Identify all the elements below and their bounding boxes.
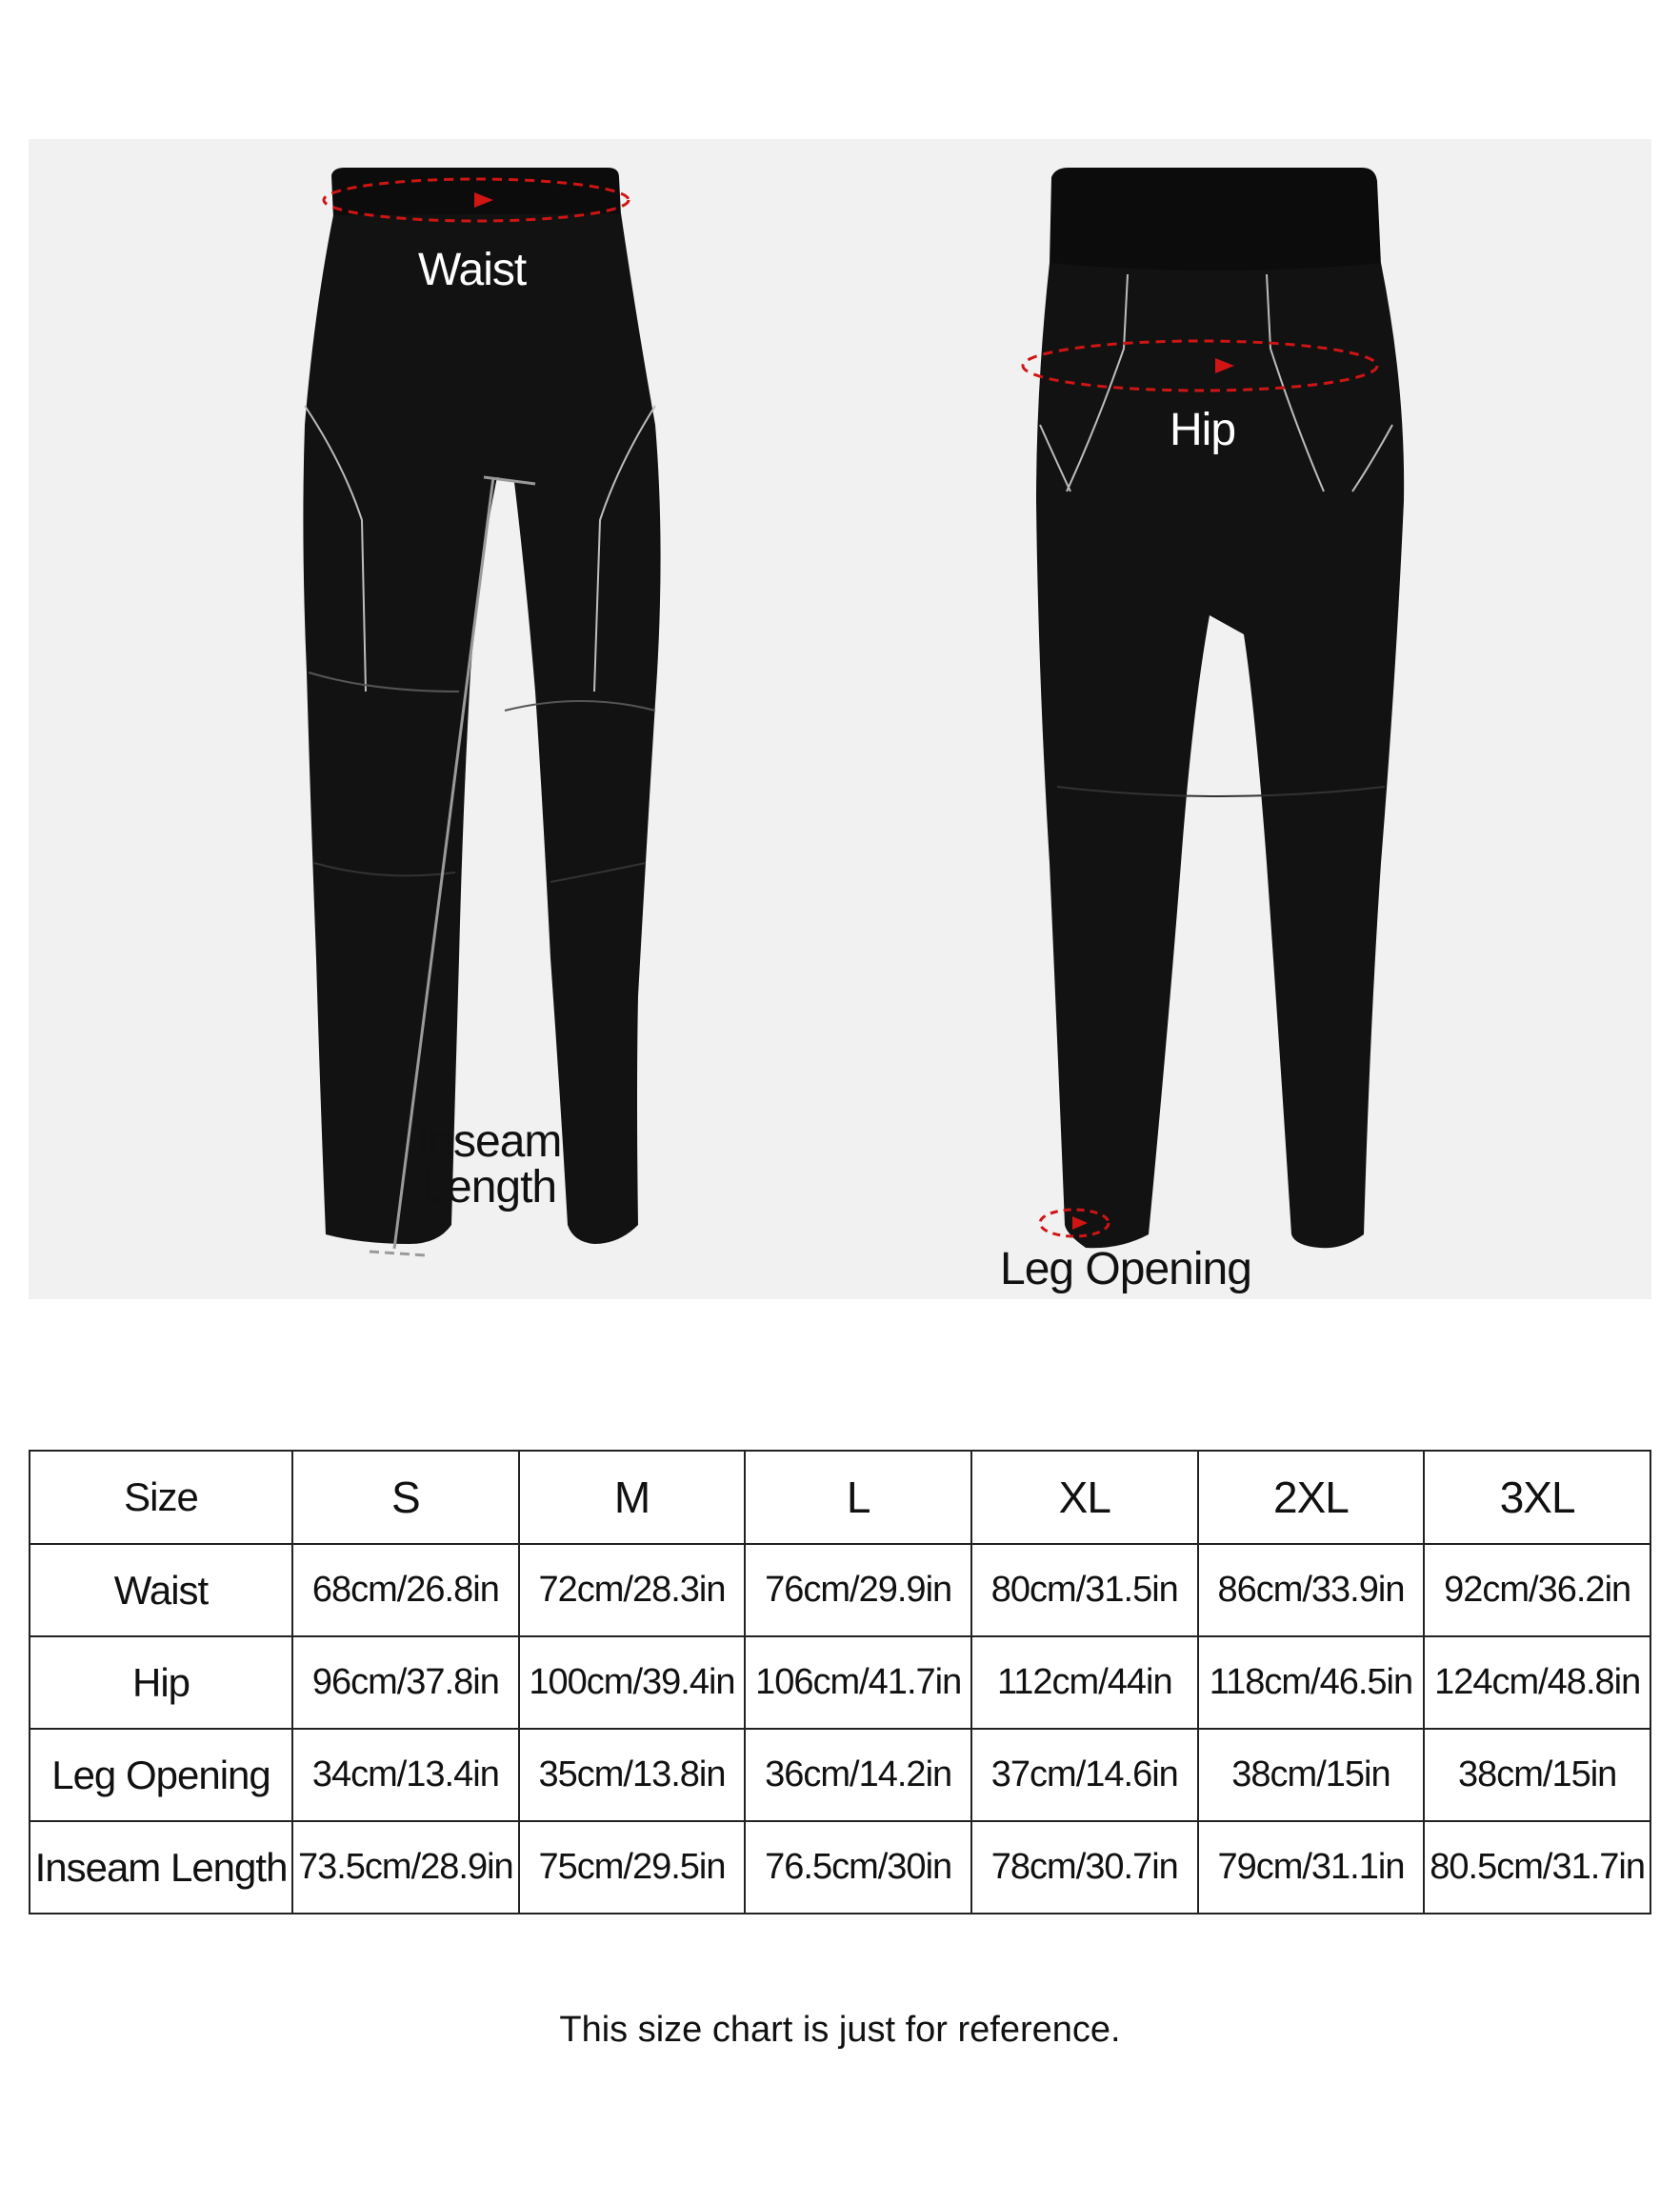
table-cell: 124cm/48.8in <box>1424 1636 1650 1729</box>
table-cell: 92cm/36.2in <box>1424 1544 1650 1636</box>
row-label-waist: Waist <box>30 1544 292 1636</box>
table-cell: 34cm/13.4in <box>292 1729 519 1821</box>
table-cell: 118cm/46.5in <box>1198 1636 1425 1729</box>
table-row <box>30 1636 1650 1729</box>
row-label-leg-opening: Leg Opening <box>30 1729 292 1821</box>
leg-opening-label: Leg Opening <box>1000 1244 1251 1294</box>
table-cell: 76.5cm/30in <box>745 1821 971 1914</box>
front-pants <box>303 168 660 1255</box>
pants-illustration <box>29 139 1651 1299</box>
table-cell: 38cm/15in <box>1424 1729 1650 1821</box>
table-cell: 68cm/26.8in <box>292 1544 519 1636</box>
table-cell: 78cm/30.7in <box>971 1821 1198 1914</box>
header-xl: XL <box>971 1451 1198 1544</box>
table-row <box>30 1821 1650 1914</box>
header-size: Size <box>30 1451 292 1544</box>
table-row <box>30 1544 1650 1636</box>
header-3xl: 3XL <box>1424 1451 1650 1544</box>
table-cell: 86cm/33.9in <box>1198 1544 1425 1636</box>
header-2xl: 2XL <box>1198 1451 1425 1544</box>
row-label-inseam-length: Inseam Length <box>30 1821 292 1914</box>
table-cell: 35cm/13.8in <box>519 1729 746 1821</box>
hip-label: Hip <box>1170 405 1236 455</box>
product-photo <box>29 139 1651 1299</box>
waist-label: Waist <box>418 245 527 295</box>
reference-note: This size chart is just for reference. <box>559 2010 1121 2050</box>
table-cell: 73.5cm/28.9in <box>292 1821 519 1914</box>
table-cell: 72cm/28.3in <box>519 1544 746 1636</box>
table-cell: 76cm/29.9in <box>745 1544 971 1636</box>
header-s: S <box>292 1451 519 1544</box>
header-l: L <box>745 1451 971 1544</box>
table-cell: 36cm/14.2in <box>745 1729 971 1821</box>
table-cell: 37cm/14.6in <box>971 1729 1198 1821</box>
table-cell: 112cm/44in <box>971 1636 1198 1729</box>
table-cell: 80.5cm/31.7in <box>1424 1821 1650 1914</box>
table-cell: 75cm/29.5in <box>519 1821 746 1914</box>
table-cell: 38cm/15in <box>1198 1729 1425 1821</box>
header-m: M <box>519 1451 746 1544</box>
table-header-row <box>30 1451 1650 1544</box>
table-row <box>30 1729 1650 1821</box>
inseam-length-label: Inseam Length <box>417 1116 562 1213</box>
size-chart-table <box>29 1450 1651 1914</box>
back-pants <box>1023 168 1404 1248</box>
row-label-hip: Hip <box>30 1636 292 1729</box>
table-cell: 79cm/31.1in <box>1198 1821 1425 1914</box>
table-cell: 96cm/37.8in <box>292 1636 519 1729</box>
table-cell: 100cm/39.4in <box>519 1636 746 1729</box>
table-cell: 80cm/31.5in <box>971 1544 1198 1636</box>
table-cell: 106cm/41.7in <box>745 1636 971 1729</box>
